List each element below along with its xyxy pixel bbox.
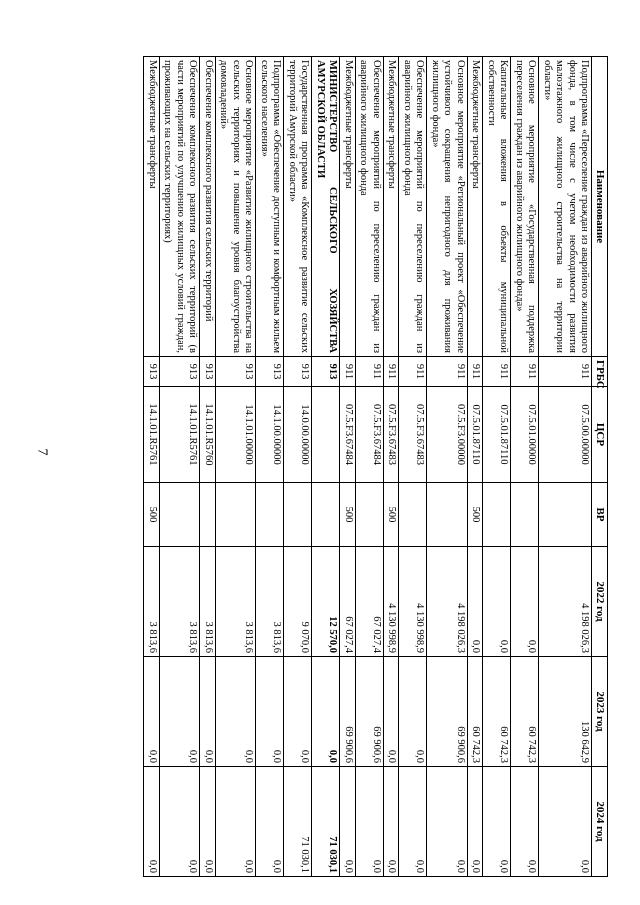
cell-name: Обеспечение мероприятий по переселению граждан из аварийного жилищного фонда xyxy=(399,57,427,357)
budget-table xyxy=(144,56,609,877)
cell-2023: 0,0 xyxy=(144,657,160,767)
cell-vr xyxy=(427,483,468,547)
cell-vr: 500 xyxy=(340,483,356,547)
cell-2024: 0,0 xyxy=(216,767,257,877)
cell-2023: 0,0 xyxy=(284,657,312,767)
cell-csr: 14.0.00.00000 xyxy=(284,387,312,483)
cell-csr: 14.1.01.R5761 xyxy=(144,387,160,483)
cell-2022: 67 027,4 xyxy=(340,547,356,657)
cell-grbs: 911 xyxy=(511,357,539,387)
cell-2024: 71 030,1 xyxy=(312,767,340,877)
header-vr: ВР xyxy=(592,483,608,547)
cell-csr: 07.5.F3.67483 xyxy=(384,387,400,483)
cell-vr xyxy=(511,483,539,547)
cell-grbs: 913 xyxy=(284,357,312,387)
cell-vr xyxy=(256,483,284,547)
header-name: Наименование xyxy=(592,57,608,357)
cell-vr xyxy=(483,483,511,547)
cell-vr: 500 xyxy=(468,483,484,547)
table-row xyxy=(256,57,284,877)
cell-2023: 0,0 xyxy=(399,657,427,767)
cell-2023: 0,0 xyxy=(312,657,340,767)
table-row xyxy=(399,57,427,877)
table-row xyxy=(356,57,384,877)
cell-name: Обеспечение комплексного развития сельских территорий xyxy=(200,57,216,357)
cell-2023: 69 900,6 xyxy=(340,657,356,767)
cell-name: Капитальные вложения в объекты муниципальной собственности xyxy=(483,57,511,357)
cell-2023: 60 742,3 xyxy=(511,657,539,767)
header-2022: 2022 год xyxy=(592,547,608,657)
table-row xyxy=(511,57,539,877)
cell-grbs: 911 xyxy=(427,357,468,387)
cell-2022: 0,0 xyxy=(468,547,484,657)
cell-2023: 60 742,3 xyxy=(483,657,511,767)
cell-name: Межбюджетные трансферты xyxy=(384,57,400,357)
cell-grbs: 911 xyxy=(539,357,592,387)
cell-grbs: 913 xyxy=(312,357,340,387)
cell-vr xyxy=(284,483,312,547)
cell-2023: 0,0 xyxy=(216,657,257,767)
cell-csr: 07.5.F3.67484 xyxy=(340,387,356,483)
table-body xyxy=(144,57,592,877)
cell-2022: 9 070,0 xyxy=(284,547,312,657)
page-number: 7 xyxy=(34,448,50,456)
header-2023: 2023 год xyxy=(592,657,608,767)
table-row xyxy=(160,57,201,877)
cell-2024: 0,0 xyxy=(200,767,216,877)
cell-vr xyxy=(539,483,592,547)
cell-name: Межбюджетные трансферты xyxy=(468,57,484,357)
table-row xyxy=(468,57,484,877)
cell-csr: 07.5.F3.00000 xyxy=(427,387,468,483)
table-row xyxy=(539,57,592,877)
cell-vr xyxy=(312,483,340,547)
cell-2022: 3 813,6 xyxy=(216,547,257,657)
cell-2024: 0,0 xyxy=(539,767,592,877)
cell-csr: 14.1.01.00000 xyxy=(216,387,257,483)
cell-grbs: 913 xyxy=(256,357,284,387)
cell-vr: 500 xyxy=(384,483,400,547)
table-row xyxy=(427,57,468,877)
cell-csr: 07.5.01.87110 xyxy=(483,387,511,483)
cell-csr: 14.1.01.R5761 xyxy=(160,387,201,483)
cell-2022: 4 130 998,9 xyxy=(399,547,427,657)
cell-grbs: 911 xyxy=(468,357,484,387)
cell-name: Межбюджетные трансферты xyxy=(340,57,356,357)
cell-csr: 07.5.00.00000 xyxy=(539,387,592,483)
table-row xyxy=(312,57,340,877)
cell-2022: 67 027,4 xyxy=(356,547,384,657)
cell-csr: 07.5.01.00000 xyxy=(511,387,539,483)
cell-2022: 4 198 026,3 xyxy=(427,547,468,657)
cell-2022: 12 570,0 xyxy=(312,547,340,657)
table-row xyxy=(216,57,257,877)
cell-2024: 0,0 xyxy=(160,767,201,877)
cell-vr xyxy=(356,483,384,547)
cell-csr: 07.5.F3.67484 xyxy=(356,387,384,483)
cell-2022: 3 813,6 xyxy=(144,547,160,657)
cell-grbs: 913 xyxy=(200,357,216,387)
cell-grbs: 911 xyxy=(399,357,427,387)
cell-vr xyxy=(399,483,427,547)
cell-csr: 07.5.01.87110 xyxy=(468,387,484,483)
header-csr: ЦСР xyxy=(592,387,608,483)
cell-2024: 0,0 xyxy=(399,767,427,877)
cell-grbs: 913 xyxy=(216,357,257,387)
cell-2024: 71 030,1 xyxy=(284,767,312,877)
header-grbs: ГРБС xyxy=(592,357,608,387)
cell-name: Обеспечение мероприятий по переселению граждан из аварийного жилищного фонда xyxy=(356,57,384,357)
cell-2023: 0,0 xyxy=(384,657,400,767)
cell-2024: 0,0 xyxy=(144,767,160,877)
cell-2022: 3 813,6 xyxy=(200,547,216,657)
cell-2024: 0,0 xyxy=(511,767,539,877)
cell-2022: 4 130 998,9 xyxy=(384,547,400,657)
cell-2024: 0,0 xyxy=(427,767,468,877)
cell-vr xyxy=(200,483,216,547)
cell-vr: 500 xyxy=(144,483,160,547)
table-header-row xyxy=(592,57,608,877)
cell-2023: 69 900,6 xyxy=(356,657,384,767)
cell-csr: 07.5.F3.67483 xyxy=(399,387,427,483)
cell-2023: 0,0 xyxy=(256,657,284,767)
rotated-page-content xyxy=(88,56,608,876)
cell-csr: 14.1.01.R5760 xyxy=(200,387,216,483)
cell-2022: 3 813,6 xyxy=(256,547,284,657)
cell-2024: 0,0 xyxy=(256,767,284,877)
table-row xyxy=(340,57,356,877)
cell-2022: 0,0 xyxy=(483,547,511,657)
cell-2023: 130 642,9 xyxy=(539,657,592,767)
cell-name: Основное мероприятие «Региональный проект «Обеспечение устойчивого сокращения непригодного для проживания жилищного фонда» xyxy=(427,57,468,357)
cell-vr xyxy=(216,483,257,547)
cell-grbs: 911 xyxy=(483,357,511,387)
cell-name: Межбюджетные трансферты xyxy=(144,57,160,357)
cell-grbs: 911 xyxy=(384,357,400,387)
cell-name: Подпрограмма «Обеспечение доступным и комфортным жильем сельского населения» xyxy=(256,57,284,357)
table-row xyxy=(284,57,312,877)
table-row xyxy=(384,57,400,877)
cell-name: Обеспечение комплексного развития сельских территорий (в части мероприятий по улучшению жилищных условий граждан, проживающих на сельских территориях) xyxy=(160,57,201,357)
cell-2022: 3 813,6 xyxy=(160,547,201,657)
table-row xyxy=(144,57,160,877)
cell-2022: 0,0 xyxy=(511,547,539,657)
cell-name: Подпрограмма «Переселение граждан из аварийного жилищного фонда, в том числе с учетом необходимости развития малоэтажного жилищного строительства на территории области» xyxy=(539,57,592,357)
cell-2023: 69 900,6 xyxy=(427,657,468,767)
cell-grbs: 911 xyxy=(356,357,384,387)
cell-2024: 0,0 xyxy=(356,767,384,877)
cell-grbs: 911 xyxy=(340,357,356,387)
cell-vr xyxy=(160,483,201,547)
table-row xyxy=(483,57,511,877)
cell-2022: 4 198 026,3 xyxy=(539,547,592,657)
header-2024: 2024 год xyxy=(592,767,608,877)
cell-name: Основное мероприятие «Государственная поддержка переселения граждан из аварийного жилищного фонда» xyxy=(511,57,539,357)
cell-2023: 60 742,3 xyxy=(468,657,484,767)
cell-grbs: 913 xyxy=(160,357,201,387)
cell-2023: 0,0 xyxy=(160,657,201,767)
cell-2024: 0,0 xyxy=(384,767,400,877)
cell-csr xyxy=(312,387,340,483)
cell-name: Государственная программа «Комплексное развитие сельских территорий Амурской области» xyxy=(284,57,312,357)
cell-grbs: 913 xyxy=(144,357,160,387)
cell-2023: 0,0 xyxy=(200,657,216,767)
cell-name: Основное мероприятие «Развитие жилищного строительства на сельских территориях и повышение уровня благоустройства домовладений» xyxy=(216,57,257,357)
cell-name: МИНИСТЕРСТВО СЕЛЬСКОГО ХОЗЯЙСТВА АМУРСКОЙ ОБЛАСТИ xyxy=(312,57,340,357)
cell-csr: 14.1.00.00000 xyxy=(256,387,284,483)
cell-2024: 0,0 xyxy=(340,767,356,877)
cell-2024: 0,0 xyxy=(468,767,484,877)
table-row xyxy=(200,57,216,877)
cell-2024: 0,0 xyxy=(483,767,511,877)
